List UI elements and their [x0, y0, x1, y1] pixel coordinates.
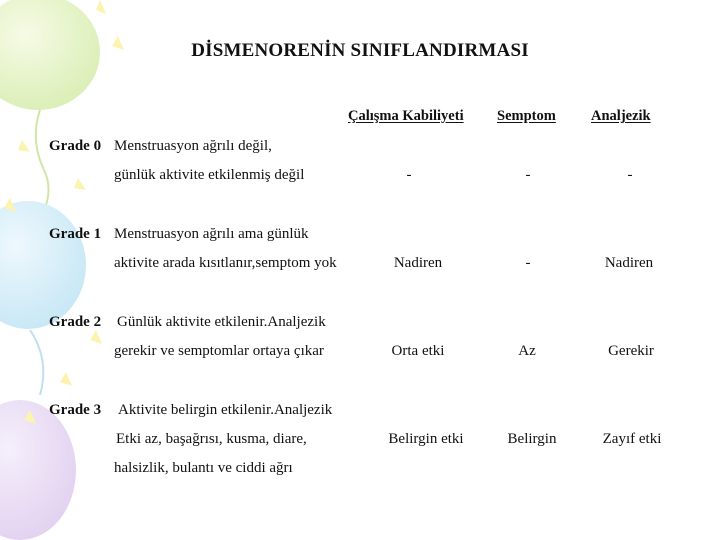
- grade-1-desc-line-1: Menstruasyon ağrılı ama günlük: [114, 226, 309, 242]
- grade-2-label: Grade 2: [49, 314, 102, 330]
- grade-2-work: Orta etki: [391, 343, 445, 359]
- grade-1-desc-line-2: aktivite arada kısıtlanır,semptom yok: [114, 255, 337, 271]
- column-header-analgesic: Analjezik: [591, 108, 651, 124]
- page-title: DİSMENORENİN SINIFLANDIRMASI: [191, 40, 529, 61]
- grade-0-desc-line-2: günlük aktivite etkilenmiş değil: [114, 167, 305, 183]
- grade-3-label: Grade 3: [49, 402, 102, 418]
- balloon-green-icon: [0, 0, 100, 225]
- grade-0-work: -: [406, 167, 412, 183]
- grade-2-symptom: Az: [518, 343, 536, 359]
- balloon-purple-icon: [0, 400, 76, 540]
- grade-3-desc-line-3: halsizlik, bulantı ve ciddi ağrı: [114, 460, 293, 476]
- grade-2-desc-line-1: Günlük aktivite etkilenir.Analjezik: [117, 314, 326, 330]
- grade-0-symptom: -: [525, 167, 531, 183]
- column-header-work: Çalışma Kabiliyeti: [348, 108, 464, 124]
- grade-3-work: Belirgin etki: [388, 431, 464, 447]
- grade-0-analgesic: -: [627, 167, 633, 183]
- grade-1-label: Grade 1: [49, 226, 102, 242]
- grade-2-desc-line-2: gerekir ve semptomlar ortaya çıkar: [114, 343, 324, 359]
- grade-0-desc-line-1: Menstruasyon ağrılı değil,: [114, 138, 272, 154]
- grade-3-desc-line-2: Etki az, başağrısı, kusma, diare,: [116, 431, 307, 447]
- column-header-symptom: Semptom: [497, 108, 556, 124]
- grade-3-symptom: Belirgin: [507, 431, 557, 447]
- grade-1-work: Nadiren: [393, 255, 443, 271]
- grade-0-label: Grade 0: [49, 138, 102, 154]
- grade-1-symptom: -: [525, 255, 531, 271]
- grade-3-analgesic: Zayıf etki: [602, 431, 662, 447]
- grade-2-analgesic: Gerekir: [608, 343, 654, 359]
- grade-3-desc-line-1: Aktivite belirgin etkilenir.Analjezik: [118, 402, 333, 418]
- grade-1-analgesic: Nadiren: [604, 255, 654, 271]
